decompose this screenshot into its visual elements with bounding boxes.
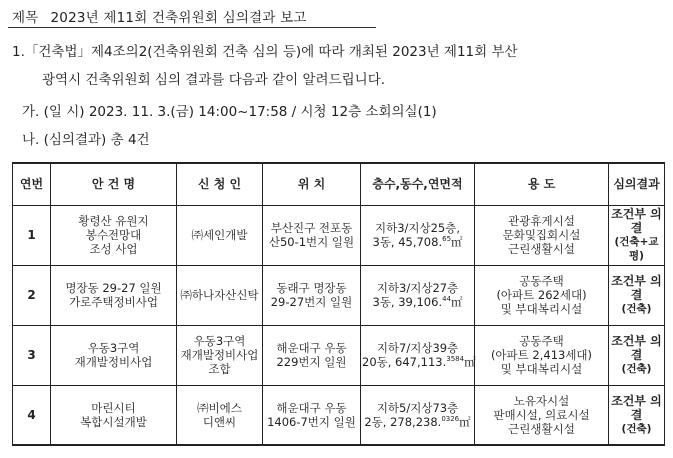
applicant (177, 265, 263, 325)
intro-line-1: 1.「건축법」제4조의2(건축위원회 건축 심의 등)에 따라 개최된 2023년 제11회 부산 (12, 44, 518, 60)
location (263, 205, 361, 265)
review-results-table (12, 162, 665, 446)
review-result (609, 205, 665, 265)
location-line: 해운대구 우동 (276, 341, 347, 355)
use-line: 문화및집회시설 (502, 228, 581, 242)
location-line: 산50-1번지 일원 (268, 235, 355, 249)
review-result (609, 325, 665, 385)
use-line: 노유자시설 (513, 393, 570, 408)
location-line: 229번지 일원 (276, 355, 347, 369)
location-line: 부산진구 전포동 (270, 221, 353, 235)
table-row (13, 205, 665, 265)
area-text (362, 295, 473, 309)
title-label: 제목 (12, 10, 39, 26)
area-unit: ㎡ (464, 355, 476, 369)
title-underline (8, 27, 376, 28)
location-line: 1406-7번지 일원 (267, 414, 356, 429)
use-line: 및 부대복리시설 (500, 362, 583, 376)
area-decimal: 44 (442, 295, 452, 304)
area-value: 2동, 278,238. (364, 414, 442, 429)
project-name-line: 마린시티 (91, 400, 136, 415)
review-result (609, 385, 665, 445)
applicant (177, 325, 263, 385)
applicant-line: 디앤씨 (202, 414, 237, 429)
header-result: 심의결과 (609, 163, 665, 205)
project-name-line: 봉수전망대 (85, 228, 142, 242)
floors-text: 지하5/지상73층 (376, 400, 459, 415)
result-summary: 나. (심의결과) 총 4건 (22, 132, 150, 148)
location-line: 29-27번지 일원 (270, 295, 353, 309)
location-line: 동래구 명장동 (276, 281, 347, 295)
area-unit: ㎡ (459, 414, 471, 429)
intro-line-2: 광역시 건축위원회 심의 결과를 다음과 같이 알려드립니다. (42, 72, 386, 88)
location-line: 해운대구 우동 (276, 400, 347, 415)
use-line: (아파트 262세대) (496, 288, 587, 302)
row-number: 1 (13, 205, 51, 265)
project-name-line: 재개발정비사업 (74, 355, 153, 369)
intro-paragraph (12, 38, 667, 94)
title-text: 2023년 제11회 건축위원회 심의결과 보고 (50, 10, 307, 26)
floors-text: 지하3/지상27층 (376, 281, 459, 295)
project-name (51, 385, 177, 445)
area-text (362, 355, 476, 369)
area-unit: ㎡ (451, 235, 463, 249)
row-number: 3 (13, 325, 51, 385)
project-name-line: 명장동 29-27 일원 (65, 281, 162, 295)
use-line: 공동주택 (519, 334, 564, 348)
applicant-line: ㈜하나자산신탁 (180, 288, 259, 302)
use-line: 근린생활시설 (508, 242, 575, 256)
area-value: 3동, 45,708. (372, 235, 443, 249)
applicant-line: 재개발정비사업 (180, 348, 259, 362)
doc-title (12, 6, 307, 26)
use-line: 및 부대복리시설 (500, 302, 583, 316)
row-number: 2 (13, 265, 51, 325)
result-note: (건축+교평) (614, 236, 659, 262)
building-use (475, 205, 609, 265)
applicant-line: 우동3구역 (193, 334, 246, 348)
project-name-line: 우동3구역 (87, 341, 140, 355)
applicant-line: ㈜세인개발 (191, 228, 248, 242)
project-name-line: 황령산 유원지 (78, 214, 149, 228)
area-text (362, 235, 473, 249)
result-text: 조건부 의결 (611, 393, 662, 422)
applicant-line: 조합 (208, 362, 231, 376)
area-text (362, 415, 473, 429)
floors-area (361, 205, 475, 265)
project-name (51, 325, 177, 385)
project-name (51, 205, 177, 265)
area-decimal: 3584 (446, 355, 465, 364)
result-note: (건축) (621, 303, 652, 315)
header-name: 안 건 명 (51, 163, 177, 205)
area-value: 20동, 647,113. (362, 355, 447, 369)
result-note: (건축) (621, 422, 652, 435)
table-header-row (13, 163, 665, 205)
use-line: 공동주택 (519, 274, 564, 288)
table-row (13, 265, 665, 325)
floors-area (361, 265, 475, 325)
floors-area (361, 385, 475, 445)
floors-text: 지하3/지상25층, (374, 221, 461, 235)
result-note: (건축) (621, 363, 652, 375)
project-name-line: 가로주택정비사업 (69, 295, 158, 309)
use-line: (아파트 2,413세대) (490, 348, 593, 362)
header-location: 위 치 (263, 163, 361, 205)
use-line: 판매시설, 의료시설 (493, 407, 590, 422)
table-row (13, 325, 665, 385)
project-name-line: 조성 사업 (89, 242, 138, 256)
project-name-line: 복합시설개발 (80, 414, 147, 429)
result-text: 조건부 의결 (611, 334, 662, 362)
header-no: 연번 (13, 163, 51, 205)
area-value: 3동, 39,106. (372, 295, 443, 309)
applicant-line: ㈜비에스 (197, 400, 242, 415)
area-decimal: 65 (442, 235, 452, 244)
project-name (51, 265, 177, 325)
floors-text: 지하7/지상39층 (376, 341, 459, 355)
floors-area (361, 325, 475, 385)
header-use: 용 도 (475, 163, 609, 205)
building-use (475, 325, 609, 385)
header-applicant: 신 청 인 (177, 163, 263, 205)
location (263, 265, 361, 325)
building-use (475, 265, 609, 325)
result-text: 조건부 의결 (611, 274, 662, 302)
meeting-datetime: 가. (일 시) 2023. 11. 3.(금) 14:00~17:58 / 시청 12층 소회의실(1) (22, 104, 437, 120)
table-row (13, 385, 665, 445)
header-floors: 층수,동수,연면적 (361, 163, 475, 205)
use-line: 관광휴게시설 (508, 214, 575, 228)
area-unit: ㎡ (451, 295, 463, 309)
location (263, 385, 361, 445)
area-decimal: 0326 (441, 414, 460, 423)
result-text: 조건부 의결 (611, 207, 662, 235)
review-result (609, 265, 665, 325)
row-number: 4 (13, 385, 51, 445)
applicant (177, 385, 263, 445)
applicant (177, 205, 263, 265)
building-use (475, 385, 609, 445)
use-line: 근린생활시설 (508, 421, 575, 436)
location (263, 325, 361, 385)
